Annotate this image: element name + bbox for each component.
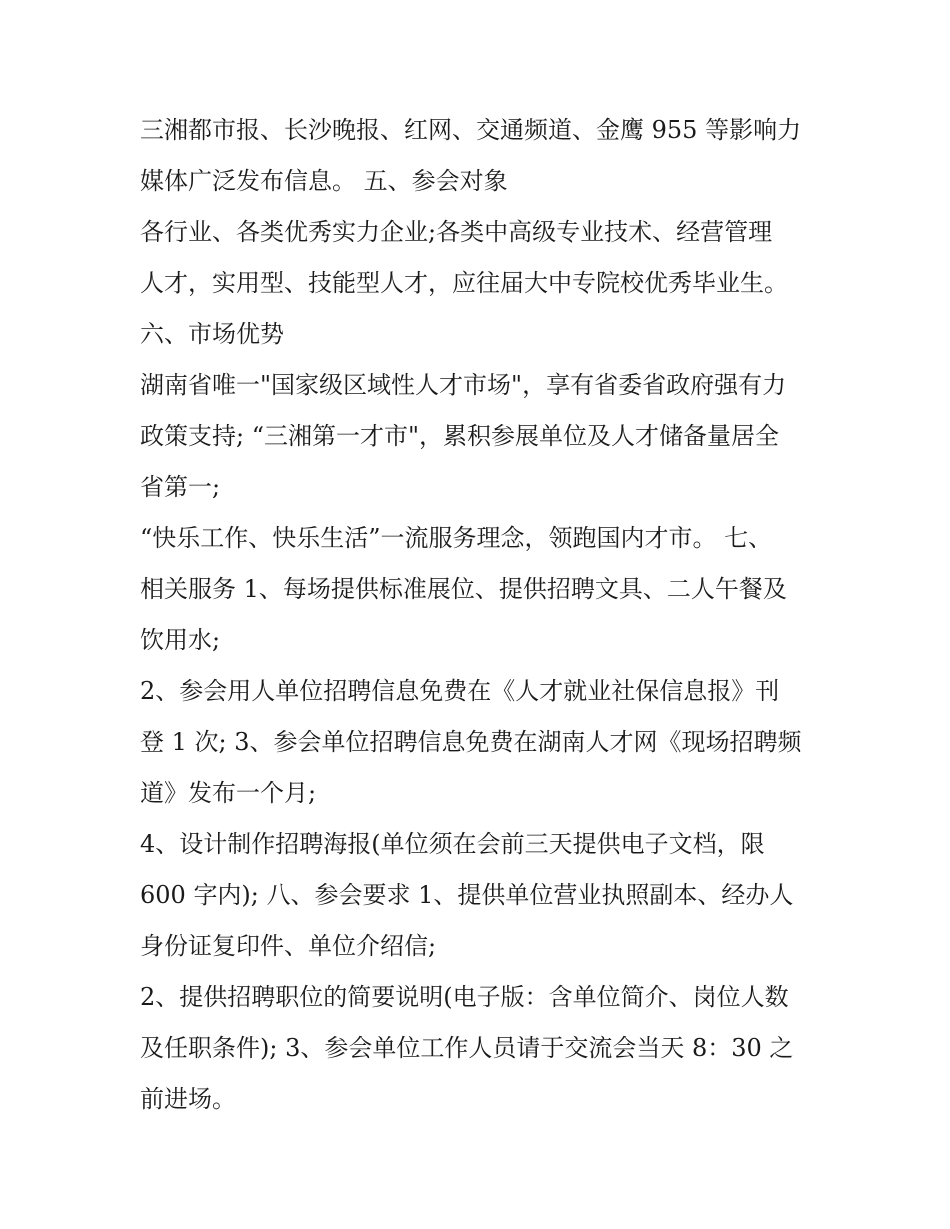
text-line: 湖南省唯一"国家级区域性人才市场"，享有省委省政府强有力 [140, 371, 787, 399]
text-line: 各行业、各类优秀实力企业;各类中高级专业技术、经营管理 [140, 218, 773, 246]
text-line: 省第一; [140, 473, 221, 501]
text-line: 身份证复印件、单位介绍信; [140, 932, 437, 960]
section-heading: 六、市场优势 [140, 320, 284, 348]
text-line: 相关服务 1、每场提供标准展位、提供招聘文具、二人午餐及 [140, 575, 787, 603]
text-line: 2、提供招聘职位的简要说明(电子版：含单位简介、岗位人数 [140, 983, 789, 1011]
text-line: 饮用水; [140, 626, 221, 654]
text-line: 登 1 次; 3、参会单位招聘信息免费在湖南人才网《现场招聘频 [140, 728, 802, 756]
text-line: 前进场。 [140, 1085, 236, 1113]
text-line: 及任职条件); 3、参会单位工作人员请于交流会当天 8：30 之 [140, 1034, 794, 1062]
text-line: 政策支持; “三湘第一才市"，累积参展单位及人才储备量居全 [140, 422, 780, 450]
text-line: 三湘都市报、长沙晚报、红网、交通频道、金鹰 955 等影响力 [140, 116, 802, 144]
body-text [140, 112, 820, 1132]
text-line: “快乐工作、快乐生活”一流服务理念，领跑国内才市。 七、 [140, 524, 773, 552]
text-line: 2、参会用人单位招聘信息免费在《人才就业社保信息报》刊 [140, 677, 780, 705]
text-line: 600 字内); 八、参会要求 1、提供单位营业执照副本、经办人 [140, 881, 794, 909]
text-line: 媒体广泛发布信息。 五、参会对象 [140, 167, 508, 195]
text-line: 人才，实用型、技能型人才，应往届大中专院校优秀毕业生。 [140, 269, 788, 297]
text-line: 道》发布一个月; [140, 779, 317, 807]
text-line: 4、设计制作招聘海报(单位须在会前三天提供电子文档，限 [140, 830, 765, 858]
